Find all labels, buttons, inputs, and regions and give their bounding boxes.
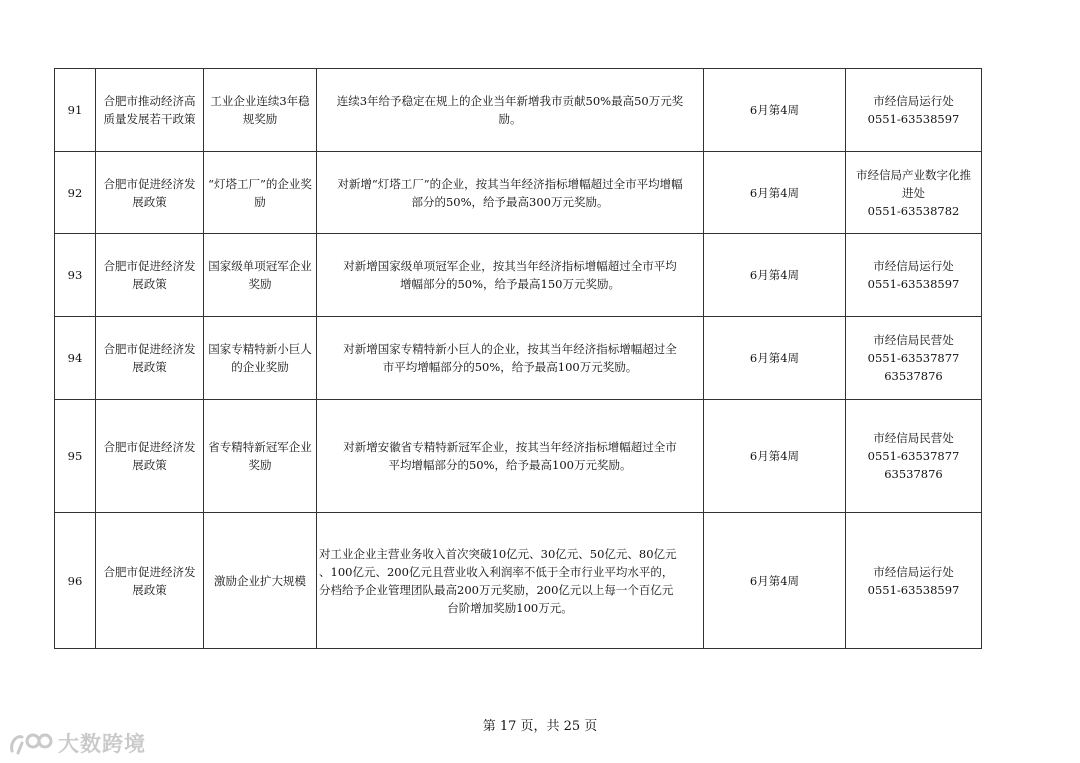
row-number: 91 bbox=[55, 69, 96, 152]
table-row bbox=[55, 69, 982, 152]
table-row bbox=[55, 317, 982, 400]
contact-line: 0551-63538782 bbox=[867, 203, 960, 218]
contact-line: 市经信局民营处 bbox=[873, 431, 954, 445]
contact-line: 0551-63538597 bbox=[867, 112, 960, 126]
reward-item: 国家级单项冠军企业奖励 bbox=[204, 234, 317, 317]
policy-name: 合肥市促进经济发展政策 bbox=[96, 400, 204, 513]
contact-line: 63537876 bbox=[884, 369, 943, 383]
description-line: 分档给予企业管理团队最高200万元奖励，200亿元以上每一个百亿元 bbox=[319, 582, 674, 597]
policy-name: 合肥市促进经济发展政策 bbox=[96, 152, 204, 234]
schedule-time: 6月第4周 bbox=[704, 234, 846, 317]
contact-line: 0551-63537877 bbox=[867, 449, 960, 463]
contact-department bbox=[846, 317, 982, 400]
contact-line: 市经信局产业数字化推 bbox=[856, 167, 971, 182]
reward-item: 省专精特新冠军企业奖励 bbox=[204, 400, 317, 513]
schedule-time: 6月第4周 bbox=[704, 69, 846, 152]
contact-line: 进处 bbox=[902, 185, 925, 200]
reward-description bbox=[317, 400, 704, 513]
contact-department bbox=[846, 69, 982, 152]
reward-description bbox=[317, 317, 704, 400]
schedule-time: 6月第4周 bbox=[704, 317, 846, 400]
schedule-time: 6月第4周 bbox=[704, 513, 846, 649]
description-line: 部分的50%，给予最高300万元奖励。 bbox=[411, 194, 609, 209]
reward-description bbox=[317, 234, 704, 317]
contact-department bbox=[846, 152, 982, 234]
description-line: 对新增国家专精特新小巨人的企业，按其当年经济指标增幅超过全 bbox=[343, 342, 677, 356]
contact-line: 市经信局民营处 bbox=[873, 333, 954, 347]
policy-table bbox=[54, 68, 982, 649]
table-row bbox=[55, 400, 982, 513]
contact-line: 市经信局运行处 bbox=[873, 259, 954, 273]
description-line: 市平均增幅部分的50%，给予最高100万元奖励。 bbox=[382, 360, 638, 374]
contact-line: 0551-63538597 bbox=[867, 582, 960, 597]
contact-department bbox=[846, 513, 982, 649]
table-row bbox=[55, 152, 982, 234]
reward-item: 激励企业扩大规模 bbox=[204, 513, 317, 649]
reward-item: 工业企业连续3年稳规奖励 bbox=[204, 69, 317, 152]
reward-item: 国家专精特新小巨人的企业奖励 bbox=[204, 317, 317, 400]
reward-item: “灯塔工厂”的企业奖励 bbox=[204, 152, 317, 234]
description-line: 励。 bbox=[498, 112, 522, 126]
contact-line: 市经信局运行处 bbox=[873, 564, 954, 579]
policy-name: 合肥市推动经济高质量发展若干政策 bbox=[96, 69, 204, 152]
row-number: 94 bbox=[55, 317, 96, 400]
contact-department bbox=[846, 400, 982, 513]
reward-description bbox=[317, 513, 704, 649]
table-row bbox=[55, 234, 982, 317]
reward-description bbox=[317, 152, 704, 234]
schedule-time: 6月第4周 bbox=[704, 400, 846, 513]
table-row bbox=[55, 513, 982, 649]
reward-description bbox=[317, 69, 704, 152]
policy-name: 合肥市促进经济发展政策 bbox=[96, 513, 204, 649]
page-number-footer: 第 17 页，共 25 页 bbox=[482, 719, 598, 734]
description-line: 对新增安徽省专精特新冠军企业，按其当年经济指标增幅超过全市 bbox=[343, 440, 677, 454]
description-line: 台阶增加奖励100万元。 bbox=[447, 600, 573, 615]
description-line: 对工业企业主营业务收入首次突破10亿元、30亿元、50亿元、80亿元 bbox=[319, 546, 677, 561]
watermark-logo-icon bbox=[8, 729, 54, 757]
policy-name: 合肥市促进经济发展政策 bbox=[96, 234, 204, 317]
contact-line: 0551-63538597 bbox=[867, 277, 960, 291]
row-number: 93 bbox=[55, 234, 96, 317]
contact-line: 市经信局运行处 bbox=[873, 94, 954, 108]
policy-name: 合肥市促进经济发展政策 bbox=[96, 317, 204, 400]
contact-line: 63537876 bbox=[884, 467, 943, 481]
description-line: 平均增幅部分的50%，给予最高100万元奖励。 bbox=[388, 458, 632, 472]
watermark bbox=[8, 728, 146, 758]
row-number: 92 bbox=[55, 152, 96, 234]
row-number: 95 bbox=[55, 400, 96, 513]
row-number: 96 bbox=[55, 513, 96, 649]
description-line: 增幅部分的50%，给予最高150万元奖励。 bbox=[399, 277, 620, 291]
description-line: 对新增国家级单项冠军企业，按其当年经济指标增幅超过全市平均 bbox=[343, 259, 677, 273]
contact-department bbox=[846, 234, 982, 317]
schedule-time: 6月第4周 bbox=[704, 152, 846, 234]
watermark-text: 大数跨境 bbox=[58, 732, 146, 756]
description-line: 连续3年给予稳定在规上的企业当年新增我市贡献50%最高50万元奖 bbox=[336, 94, 684, 108]
description-line: 对新增“灯塔工厂”的企业，按其当年经济指标增幅超过全市平均增幅 bbox=[337, 176, 683, 191]
contact-line: 0551-63537877 bbox=[867, 351, 960, 365]
description-line: 、100亿元、200亿元且营业收入利润率不低于全市行业平均水平的， bbox=[319, 564, 674, 579]
